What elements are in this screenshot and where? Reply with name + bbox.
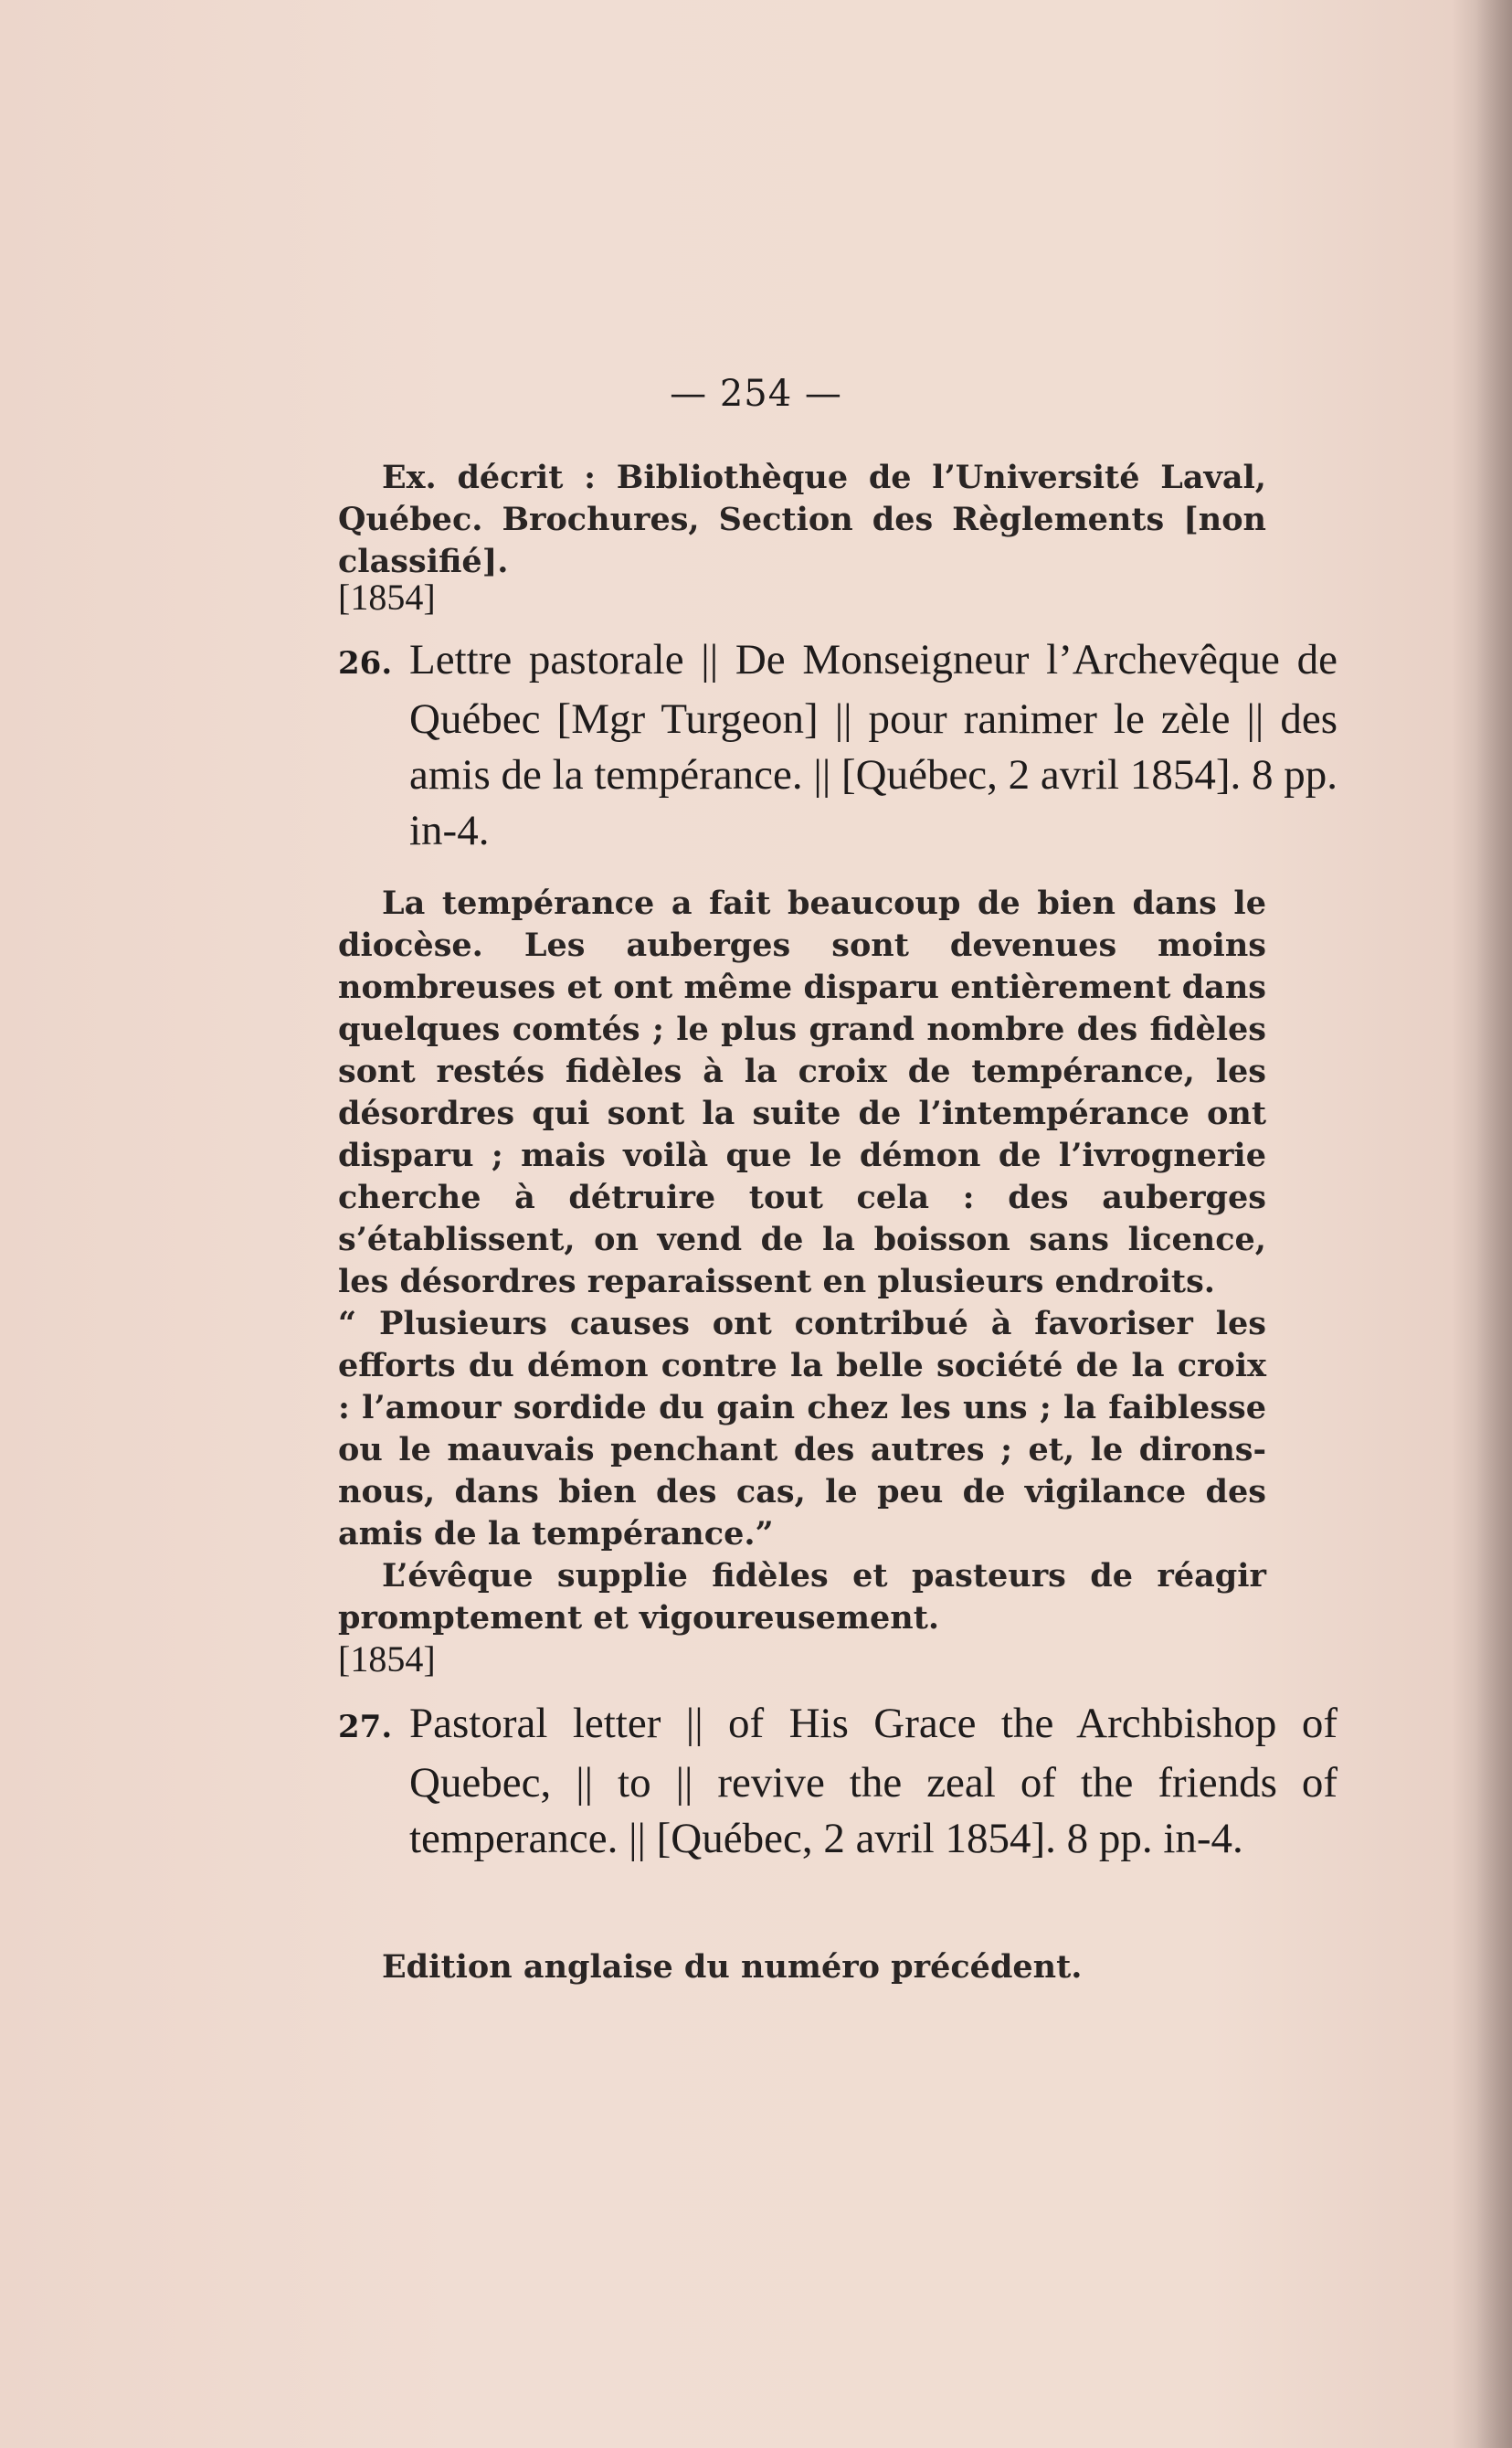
- entry-26-title: Lettre pastorale || De Monseigneur l’Archevêque de Québec [Mgr Turgeon] || pour ranimer le zèle || des amis de la tempérance. || [Québec, 2 avril 1854]. 8 pp. in-4.: [409, 636, 1338, 854]
- entry-26-paragraph-2: “ Plusieurs causes ont contribué à favoriser les efforts du démon contre la belle société de la croix : l’amour sordide du gain chez les uns ; la faiblesse ou le mauvais penchant des autres ; et, le dirons-nous, dans bien des cas, le peu de vigilance des amis de la tempérance.”: [338, 1305, 1266, 1553]
- entry-27-title: Pastoral letter || of His Grace the Archbishop of Quebec, || to || revive the zeal of the friends of temperance. || [Québec, 2 avril 1854]. 8 pp. in-4.: [409, 1700, 1338, 1862]
- entry-26-paragraph-3: L’évêque supplie fidèles et pasteurs de réagir promptement et vigoureusement.: [338, 1557, 1266, 1637]
- entry-27-body: [338, 1946, 1266, 1988]
- entry-26-number: 26.: [338, 645, 393, 682]
- intro-note: Ex. décrit : Bibliothèque de l’Université Laval, Québec. Brochures, Section des Règlements [non classifié].: [338, 459, 1266, 580]
- entry-26-heading: [338, 632, 1338, 859]
- entry-26-date: [1854]: [338, 577, 436, 618]
- entry-27-date: [1854]: [338, 1638, 436, 1680]
- spine-shadow: [1475, 0, 1512, 2448]
- entry-26-paragraph-1: La tempérance a fait beaucoup de bien dans le diocèse. Les auberges sont devenues moins nombreuses et ont même disparu entièrement dans quelques comtés ; le plus grand nombre des fidèles sont restés fidèles à la croix de tempérance, les désordres qui sont la suite de l’intempérance ont disparu ; mais voilà que le démon de l’ivrognerie cherche à détruire tout cela : des auberges s’établissent, on vend de la boisson sans licence, les désordres reparaissent en plusieurs endroits.: [338, 885, 1266, 1300]
- entry-27-heading: [338, 1696, 1338, 1867]
- entry-26-body: [338, 883, 1266, 1639]
- entry-27-paragraph-1: Edition anglaise du numéro précédent.: [382, 1948, 1083, 1986]
- entry-27-number: 27.: [338, 1709, 393, 1745]
- page-number: — 254 —: [670, 373, 842, 415]
